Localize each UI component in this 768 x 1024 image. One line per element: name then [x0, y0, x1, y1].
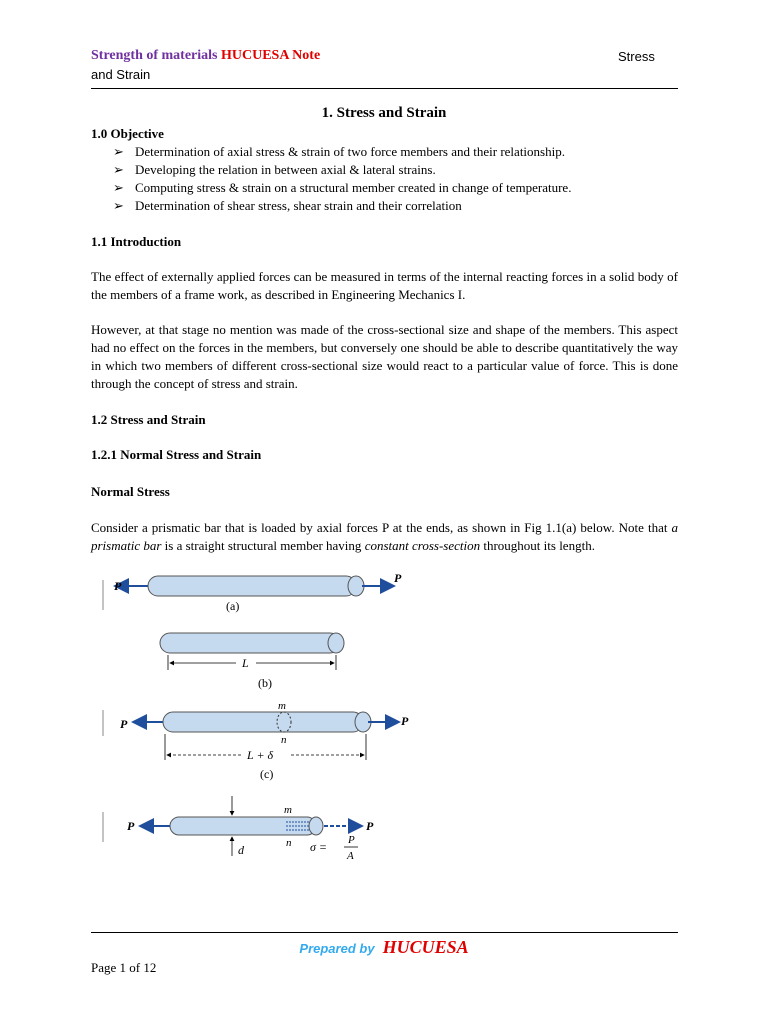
text-run: Consider a prismatic bar that is loaded by axial forces P at the ends, as shown in Fig 1.1(a) below. Note that: [91, 520, 672, 535]
normal-stress-paragraph: [91, 519, 678, 555]
label-P: P: [127, 819, 135, 833]
label-n: n: [286, 837, 292, 849]
text-run: throughout its length.: [480, 538, 595, 553]
bullet-arrow-icon: ➢: [113, 144, 124, 159]
italic-term: constant cross-section: [364, 538, 481, 553]
footer-rule: [91, 932, 678, 933]
prepared-by-label: Prepared by: [299, 941, 375, 956]
figure-part-b: [160, 633, 344, 690]
bullet-text: Computing stress & strain on a structural member created in change of temperature.: [135, 180, 572, 195]
header-rule: [91, 88, 678, 89]
bar-end-face: [348, 576, 364, 596]
formula-denominator: A: [347, 850, 354, 862]
label-P: P: [401, 714, 409, 728]
label-L-plus-delta: L + δ: [247, 748, 274, 762]
objective-heading: 1.0 Objective: [91, 126, 164, 141]
normal-stress-heading: Normal Stress: [91, 484, 170, 499]
page-number: Page 1 of 12: [91, 960, 157, 975]
paragraph-text: [91, 519, 678, 555]
formula-numerator: P: [348, 834, 355, 846]
bar-segment: [170, 817, 316, 835]
bullet-arrow-icon: ➢: [113, 198, 124, 213]
bar-end-face: [328, 633, 344, 653]
intro-paragraph-1: [91, 268, 678, 304]
bullet-text: Determination of shear stress, shear strain and their correlation: [135, 198, 462, 213]
section-1-2-heading: 1.2 Stress and Strain: [91, 412, 206, 427]
prismatic-bar: [148, 576, 356, 596]
label-n: n: [281, 734, 287, 746]
bullet-text: Determination of axial stress & strain of two force members and their relationship.: [135, 144, 565, 159]
label-P: P: [366, 819, 374, 833]
intro-heading: 1.1 Introduction: [91, 234, 182, 249]
prismatic-bar: [163, 712, 363, 732]
objective-bullet: [113, 162, 436, 178]
prismatic-bar: [160, 633, 340, 653]
paragraph-text: However, at that stage no mention was made of the cross-sectional size and shape of the members. This aspect had no effect on the forces in the members, but conversely one should be able to describe quantitatively the way in which two members of different cross-sectional size would react to a particular value of force. This is done through the concept of stress and strain.: [91, 322, 678, 391]
bullet-text: Developing the relation in between axial & lateral strains.: [135, 162, 436, 177]
objective-bullet: [113, 180, 571, 196]
label-c: (c): [260, 767, 274, 781]
prepared-by-line: [0, 937, 768, 958]
objective-bullet: [113, 198, 462, 214]
label-d: d: [238, 843, 244, 857]
sigma-formula: σ =: [310, 840, 328, 854]
figure-part-d: [103, 796, 374, 862]
text-run: is a straight structural member having: [161, 538, 365, 553]
bullet-arrow-icon: ➢: [113, 180, 124, 195]
header-continuation: and Strain: [91, 67, 151, 82]
figure-part-c: [103, 700, 409, 781]
intro-paragraph-2: [91, 321, 678, 393]
prismatic-bar-figure: [96, 570, 416, 870]
header-subject: Strength of materials: [91, 48, 221, 63]
bar-cut-face: [309, 817, 323, 835]
prepared-by-brand: HUCUESA: [382, 937, 469, 957]
label-P: P: [114, 579, 122, 593]
label-a: (a): [226, 599, 240, 613]
section-1-2-1-heading: 1.2.1 Normal Stress and Strain: [91, 447, 262, 462]
header-brand: HUCUESA Note: [221, 48, 321, 63]
bullet-arrow-icon: ➢: [113, 162, 124, 177]
running-header: [91, 48, 320, 64]
label-b: (b): [258, 676, 272, 690]
chapter-title: 1. Stress and Strain: [321, 105, 447, 121]
label-m: m: [278, 700, 286, 712]
label-L: L: [242, 656, 249, 670]
label-P: P: [394, 571, 402, 585]
figure-part-a: [103, 571, 402, 613]
paragraph-text: The effect of externally applied forces can be measured in terms of the internal reacting forces in a solid body of the members of a frame work, as described in Engineering Mechanics I.: [91, 269, 678, 302]
italic-term: a prismatic bar: [91, 520, 678, 553]
header-right-text: Stress: [618, 49, 655, 64]
label-m: m: [284, 804, 292, 816]
objective-bullet: [113, 144, 565, 160]
label-P: P: [120, 717, 128, 731]
